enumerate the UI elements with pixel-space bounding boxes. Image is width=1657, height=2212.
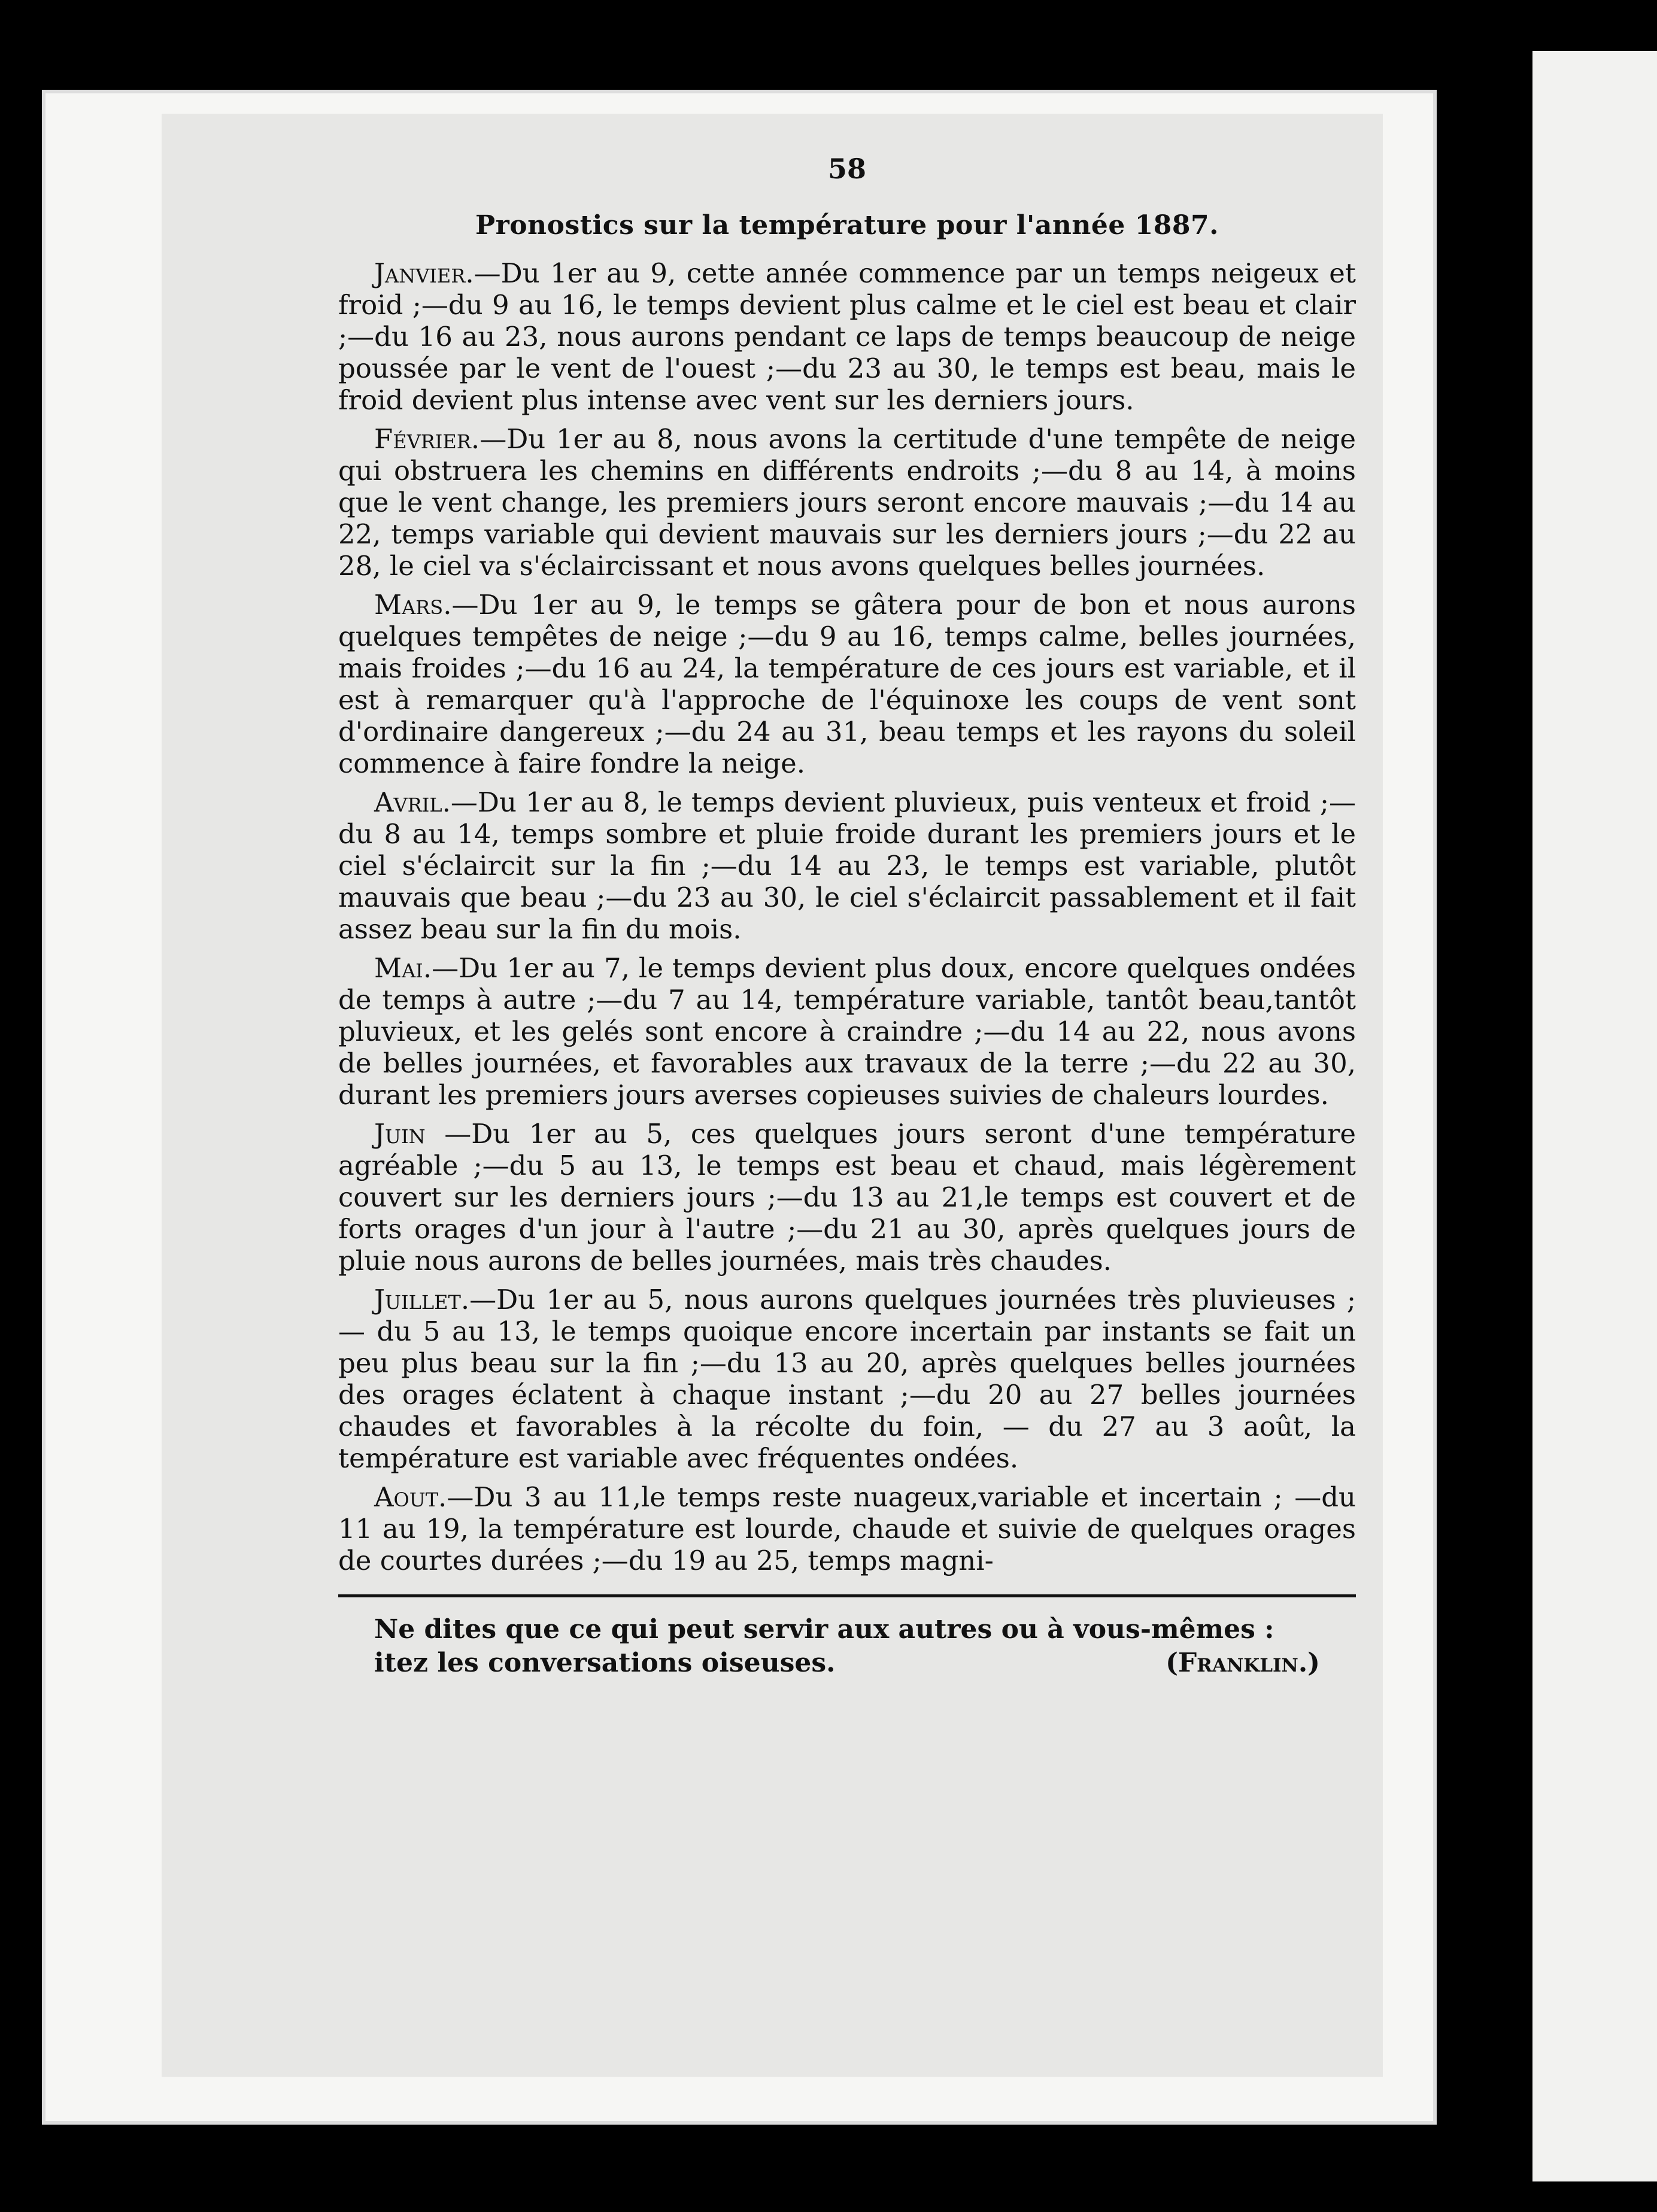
closing-quote <box>338 1613 1356 1680</box>
month-paragraph <box>338 1481 1356 1576</box>
month-forecast-text: —Du 1er au 5, ces quelques jours seront d'une température agréable ;—du 5 au 13, le temps est beau et chaud, mais légèrement couvert sur les derniers jours ;—du 13 au 21,le temps est couvert et de forts orages d'un jour à l'autre ;—du 21 au 30, après quelques jours de pluie nous aurons de belles journées, mais très chaudes. <box>338 1118 1356 1277</box>
quote-line-1: Ne dites que ce qui peut servir aux autres ou à vous-mêmes : <box>374 1614 1274 1645</box>
quote-line-2-row <box>374 1646 1356 1680</box>
divider-rule <box>338 1594 1356 1597</box>
month-label: Juin <box>374 1118 426 1150</box>
month-forecast-text: —Du 1er au 7, le temps devient plus doux, encore quelques ondées de temps à autre ;—du 7 au 14, température variable, tantôt beau,tantôt pluvieux, et les gelés sont encore à craindre ;—du 14 au 22, nous avons de belles journées, et favorables aux travaux de la terre ;—du 22 au 30, durant les premiers jours averses copieuses suivies de chaleurs lourdes. <box>338 952 1356 1111</box>
month-paragraph <box>338 786 1356 945</box>
month-paragraph <box>338 423 1356 582</box>
month-label: Juillet. <box>374 1284 470 1315</box>
month-label: Mai. <box>374 952 432 984</box>
month-forecast-text: —Du 1er au 9, le temps se gâtera pour de bon et nous aurons quelques tempêtes de neige ;—du 9 au 16, temps calme, belles journées, mais froides ;—du 16 au 24, la température de ces jours est variable, et il est à remarquer qu'à l'approche de l'équinoxe les coups de vent sont d'ordinaire dangereux ;—du 24 au 31, beau temps et les rayons du soleil commence à faire fondre la neige. <box>338 589 1356 779</box>
month-label: Aout. <box>374 1481 447 1513</box>
quote-line-2: itez les conversations oiseuses. <box>374 1648 836 1678</box>
month-forecast-text: —Du 1er au 9, cette année commence par un temps neigeux et froid ;—du 9 au 16, le temps devient plus calme et le ciel est beau et clair ;—du 16 au 23, nous aurons pendant ce laps de temps beaucoup de neige poussée par le vent de l'ouest ;—du 23 au 30, le temps est beau, mais le froid devient plus intense avec vent sur les derniers jours. <box>338 257 1356 416</box>
month-label: Janvier. <box>374 257 474 289</box>
month-forecast-text: —Du 1er au 8, nous avons la certitude d'une tempête de neige qui obstruera les chemins en différents endroits ;—du 8 au 14, à moins que le vent change, les premiers jours seront encore mauvais ;—du 14 au 22, temps variable qui devient mauvais sur les derniers jours ;—du 22 au 28, le ciel va s'éclaircissant et nous avons quelques belles journées. <box>338 423 1356 582</box>
month-label: Mars. <box>374 589 452 621</box>
forecast-paragraphs <box>338 257 1356 1576</box>
month-forecast-text: —Du 3 au 11,le temps reste nuageux,variable et incertain ; —du 11 au 19, la température est lourde, chaude et suivie de quelques orages de courtes durées ;—du 19 au 25, temps magni- <box>338 1481 1356 1576</box>
month-paragraph <box>338 257 1356 416</box>
month-paragraph <box>338 589 1356 779</box>
month-label: Avril. <box>374 786 451 818</box>
month-label: Février. <box>374 423 480 455</box>
page-content <box>338 153 1356 1680</box>
gutter <box>1437 0 1532 2212</box>
month-paragraph <box>338 952 1356 1111</box>
month-paragraph <box>338 1284 1356 1474</box>
page-heading: Pronostics sur la température pour l'année 1887. <box>475 210 1219 241</box>
page-number: 58 <box>827 153 866 185</box>
adjacent-page <box>1532 51 1657 2181</box>
quote-author: (Franklin.) <box>1166 1648 1320 1678</box>
month-forecast-text: —Du 1er au 8, le temps devient pluvieux, puis venteux et froid ;—du 8 au 14, temps sombre et pluie froide durant les premiers jours et le ciel s'éclaircit sur la fin ;—du 14 au 23, le temps est variable, plutôt mauvais que beau ;—du 23 au 30, le ciel s'éclaircit passablement et il fait assez beau sur la fin du mois. <box>338 786 1356 945</box>
month-forecast-text: —Du 1er au 5, nous aurons quelques journées très pluvieuses ;— du 5 au 13, le temps quoique encore incertain par instants se fait un peu plus beau sur la fin ;—du 13 au 20, après quelques belles journées des orages éclatent à chaque instant ;—du 20 au 27 belles journées chaudes et favorables à la récolte du foin, — du 27 au 3 août, la température est variable avec fréquentes ondées. <box>338 1284 1356 1474</box>
month-paragraph <box>338 1118 1356 1277</box>
